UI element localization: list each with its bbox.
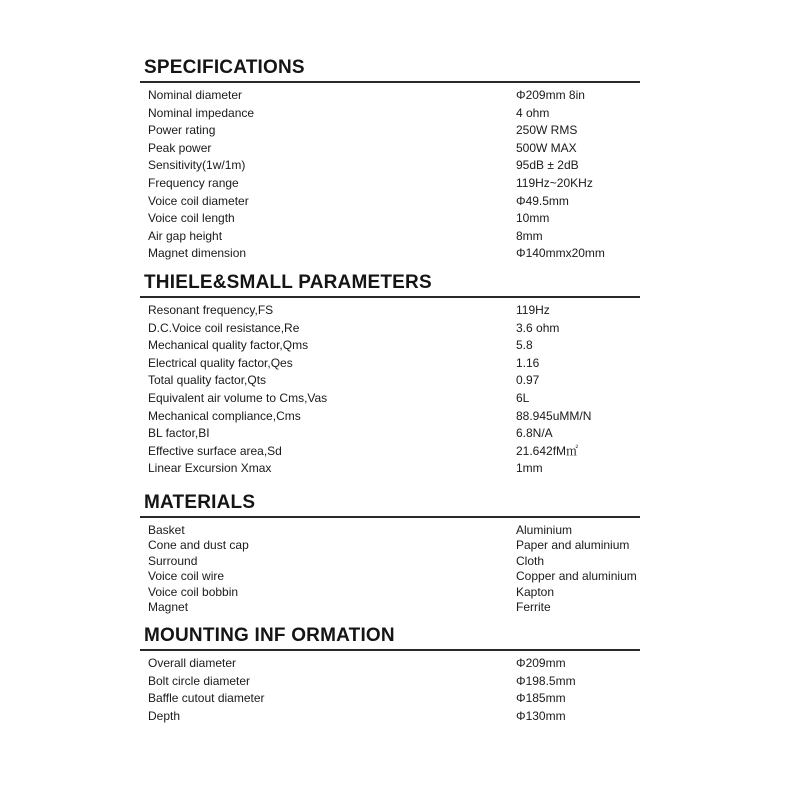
section-divider — [140, 296, 640, 298]
materials-list — [140, 522, 640, 614]
mat-value: Paper and aluminium — [516, 538, 630, 553]
ts-value: 5.8 — [516, 338, 533, 353]
materials-title: MATERIALS — [144, 492, 256, 513]
ts-value: 119Hz — [516, 303, 550, 317]
mat-value: Cloth — [516, 553, 545, 568]
spec-label: Nominal impedance — [148, 105, 255, 120]
spec-label: Sensitivity(1w/1m) — [148, 158, 246, 173]
mount-value: Φ209mm — [516, 656, 566, 670]
mat-value: Aluminium — [516, 523, 573, 537]
spec-label: Power rating — [148, 123, 216, 138]
spec-label: Nominal diameter — [148, 88, 243, 102]
ts-value: 1mm — [516, 461, 543, 476]
spec-label: Voice coil length — [148, 211, 235, 226]
spec-row-voice-coil-length — [140, 210, 640, 228]
mat-value: Kapton — [516, 584, 555, 599]
ts-row-bl — [140, 425, 640, 443]
mount-value: Φ185mm — [516, 691, 566, 705]
spec-value: Φ49.5mm — [516, 193, 569, 208]
mount-label: Overall diameter — [148, 656, 237, 670]
ts-label: Linear Excursion Xmax — [148, 461, 272, 476]
ts-row-qms — [140, 337, 640, 355]
thiele-small-section — [140, 272, 640, 478]
spec-label: Frequency range — [148, 175, 239, 190]
ts-row-dc-resistance — [140, 320, 640, 338]
spec-value: 500W MAX — [516, 140, 577, 155]
ts-value: 21.642fM㎡ — [516, 443, 579, 458]
mount-row-depth — [140, 708, 640, 726]
ts-row-sd — [140, 443, 640, 461]
spec-value: Φ209mm 8in — [516, 88, 585, 102]
spec-value: 4 ohm — [516, 105, 550, 120]
mount-value: Φ130mm — [516, 708, 566, 723]
spec-value: Φ140mmx20mm — [516, 246, 605, 261]
mat-row-voice-coil-bobbin — [140, 584, 640, 599]
mat-label: Surround — [148, 553, 198, 568]
spec-row-peak-power — [140, 140, 640, 158]
ts-label: D.C.Voice coil resistance,Re — [148, 320, 300, 335]
mount-row-baffle-cutout — [140, 690, 640, 708]
mat-row-magnet — [140, 599, 640, 614]
ts-label: Mechanical compliance,Cms — [148, 408, 301, 423]
thiele-small-list — [140, 302, 640, 478]
mat-label: Magnet — [148, 599, 189, 614]
ts-row-cms — [140, 408, 640, 426]
mat-label: Voice coil wire — [148, 569, 225, 584]
ts-row-resonant-frequency — [140, 302, 640, 320]
mat-row-surround — [140, 553, 640, 568]
ts-label: Resonant frequency,FS — [148, 303, 274, 317]
mat-label: Basket — [148, 523, 185, 537]
mounting-section — [140, 625, 640, 725]
mat-row-basket — [140, 522, 640, 537]
spec-row-air-gap-height — [140, 228, 640, 246]
spec-value: 119Hz~20KHz — [516, 175, 593, 190]
spec-row-nominal-diameter — [140, 87, 640, 105]
ts-value: 6.8N/A — [516, 426, 553, 441]
spec-value: 250W RMS — [516, 123, 578, 138]
mount-label: Bolt circle diameter — [148, 673, 251, 688]
ts-label: Total quality factor,Qts — [148, 373, 267, 388]
mount-row-bolt-circle — [140, 673, 640, 691]
mount-label: Baffle cutout diameter — [148, 691, 265, 705]
ts-row-vas — [140, 390, 640, 408]
mounting-list — [140, 655, 640, 725]
specifications-section — [140, 57, 640, 263]
ts-value: 3.6 ohm — [516, 320, 560, 335]
mounting-title: MOUNTING INF ORMATION — [144, 625, 395, 646]
ts-row-qts — [140, 372, 640, 390]
spec-value: 8mm — [516, 228, 543, 243]
mount-label: Depth — [148, 708, 181, 723]
ts-row-qes — [140, 355, 640, 373]
spec-row-power-rating — [140, 122, 640, 140]
specifications-title: SPECIFICATIONS — [144, 57, 305, 78]
section-divider — [140, 516, 640, 518]
ts-value: 88.945uMM/N — [516, 408, 592, 423]
spec-row-voice-coil-diameter — [140, 193, 640, 211]
section-divider — [140, 649, 640, 651]
spec-value: 10mm — [516, 211, 550, 226]
spec-label: Magnet dimension — [148, 246, 247, 261]
spec-row-magnet-dimension — [140, 245, 640, 263]
ts-label: Electrical quality factor,Qes — [148, 355, 293, 370]
mat-label: Voice coil bobbin — [148, 584, 239, 599]
mat-row-cone — [140, 537, 640, 552]
mount-value: Φ198.5mm — [516, 673, 576, 688]
mount-row-overall-diameter — [140, 655, 640, 673]
materials-section — [140, 492, 640, 614]
ts-label: Equivalent air volume to Cms,Vas — [148, 390, 328, 405]
ts-label: BL factor,BI — [148, 426, 210, 441]
mat-value: Copper and aluminium — [516, 569, 637, 584]
mat-label: Cone and dust cap — [148, 538, 249, 553]
ts-label: Mechanical quality factor,Qms — [148, 338, 309, 353]
mat-value: Ferrite — [516, 599, 551, 614]
spec-value: 95dB ± 2dB — [516, 158, 579, 173]
spec-label: Peak power — [148, 140, 212, 155]
spec-label: Voice coil diameter — [148, 193, 249, 208]
spec-row-frequency-range — [140, 175, 640, 193]
ts-value: 6L — [516, 390, 530, 405]
ts-value: 0.97 — [516, 373, 540, 388]
mat-row-voice-coil-wire — [140, 568, 640, 583]
spec-label: Air gap height — [148, 228, 223, 243]
thiele-small-title: THIELE&SMALL PARAMETERS — [144, 272, 432, 293]
spec-row-nominal-impedance — [140, 105, 640, 123]
specifications-list — [140, 87, 640, 263]
section-divider — [140, 81, 640, 83]
ts-row-xmax — [140, 460, 640, 478]
ts-label: Effective surface area,Sd — [148, 443, 282, 458]
ts-value: 1.16 — [516, 355, 540, 370]
spec-row-sensitivity — [140, 157, 640, 175]
